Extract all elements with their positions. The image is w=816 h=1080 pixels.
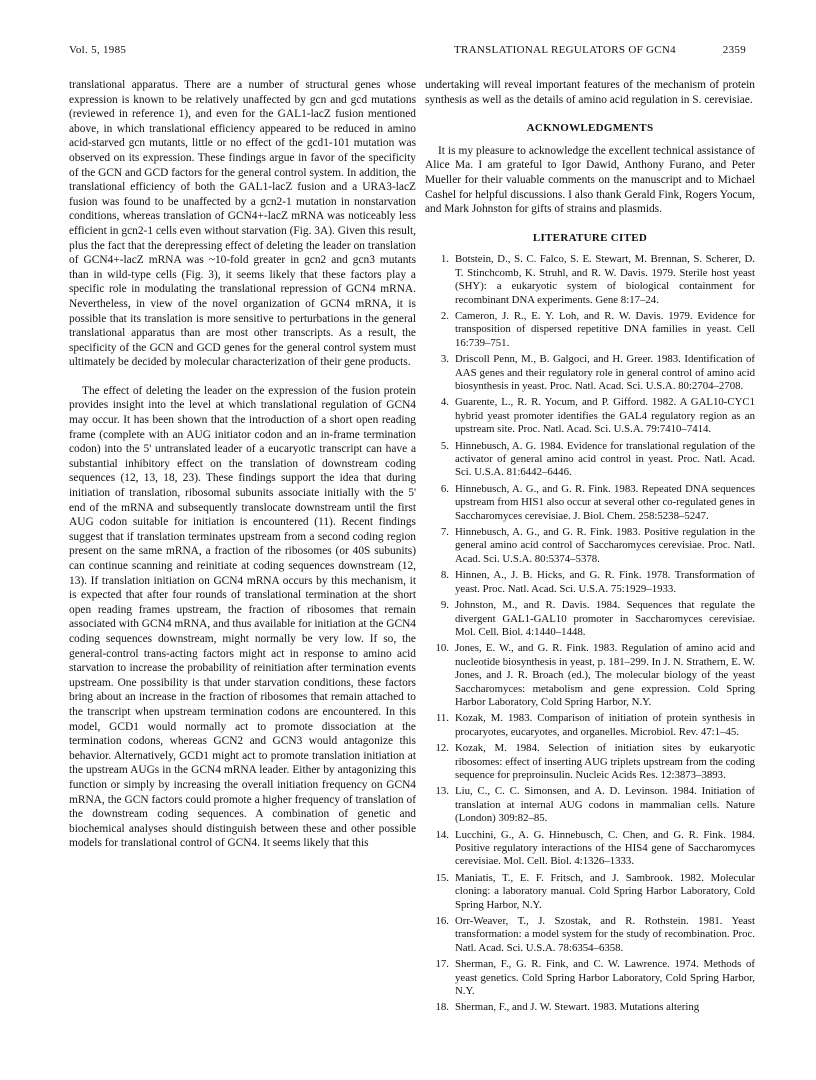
acknowledgments-heading: ACKNOWLEDGMENTS [526, 122, 654, 135]
reference-item [425, 310, 755, 350]
reference-number: 11. [435, 712, 449, 725]
reference-item [425, 1001, 755, 1014]
reference-number: 10. [435, 642, 449, 655]
page-number: 2359 [722, 44, 746, 56]
reference-text: Liu, C., C. C. Simonsen, and A. D. Levinson. 1984. Initiation of translation at internal AUG codons in mammalian cells. Nature (London) 309:82–85. [455, 785, 755, 825]
running-header-right [454, 44, 746, 56]
running-header-volume: Vol. 5, 1985 [69, 44, 127, 56]
reference-text: Orr-Weaver, T., J. Szostak, and R. Rothstein. 1981. Yeast transformation: a model system for the study of recombination. Proc. Natl. Acad. Sci. U.S.A. 78:6354–6358. [455, 915, 755, 954]
right-column [425, 78, 755, 1018]
reference-text: Jones, E. W., and G. R. Fink. 1983. Regulation of amino acid and nucleotide biosynthesis in yeast, p. 181–299. In J. N. Strathern, E. W. Jones, and J. R. Broach (ed.), The molecular biology of the yeast Saccharomyces: metabolism and gene expression. Cold Spring Harbor Laboratory, Cold Spring Harbor, N.Y. [455, 642, 755, 708]
reference-text: Cameron, J. R., E. Y. Loh, and R. W. Davis. 1979. Evidence for transposition of dispersed repetitive DNA families in yeast. Cell 16:739–751. [455, 309, 755, 349]
reference-item [425, 526, 755, 566]
reference-text: Sherman, F., and J. W. Stewart. 1983. Mutations altering [455, 1001, 700, 1014]
acknowledgments-text: It is my pleasure to acknowledge the excellent technical assistance of Alice Ma. I am grateful to Igor Dawid, Anthony Furano, and Peter Mueller for their valuable comments on the manuscript and to Michael Cashel for helpful discussions. I also thank Gerald Fink, Rogers Yocum, and Mark Johnston for gifts of strains and plasmids. [425, 144, 755, 216]
reference-number: 1. [440, 253, 449, 266]
reference-number: 17. [435, 958, 449, 971]
reference-text: Hinnebusch, A. G. 1984. Evidence for translational regulation of the activator of general amino acid control in yeast. Proc. Natl. Acad. Sci. U.S.A. 81:6442–6446. [455, 439, 755, 479]
reference-text: Johnston, M., and R. Davis. 1984. Sequences that regulate the divergent GAL1-GAL10 promoter in Saccharomyces cerevisiae. Mol. Cell. Biol. 4:1440–1448. [455, 599, 755, 638]
reference-number: 18. [435, 1001, 449, 1014]
reference-item [425, 785, 755, 825]
reference-text: Sherman, F., G. R. Fink, and C. W. Lawrence. 1974. Methods of yeast genetics. Cold Spring Harbor Laboratory, Cold Spring Harbor, N.Y. [455, 958, 755, 998]
reference-number: 3. [440, 353, 449, 366]
reference-item [425, 915, 755, 955]
reference-item [425, 712, 755, 739]
reference-text: Kozak, M. 1983. Comparison of initiation of protein synthesis in procaryotes, eucaryotes, and organelles. Microbiol. Rev. 47:1–45. [455, 712, 755, 738]
reference-item [425, 829, 755, 869]
body-paragraph: translational apparatus. There are a number of structural genes whose expression is known to be relatively unaffected by gcn and gcd mutations (reviewed in reference 1), and even for the GAL1-lacZ fusion mentioned above, in which translational efficiency appeared to be reduced in amino acid-starved gcn mutants, little or no effect of the gcd1-101 mutation was observed on its expression. These findings argue in favor of the specificity of the GCN and GCD factors for the general control system. In addition, the translational efficiency of both the GAL1-lacZ fusion and a URA3-lacZ fusion was found to be unaffected by a gcn2-1 mutation in nonstarvation conditions, whereas translation of GCN4+-lacZ mRNA was noticeably less efficient in gcn2-1 cells even without starvation (Fig. 3A). Given this result, plus the fact that the derepressing effect of deleting the leader on translation of GCN4+-lacZ mRNA was ~10-fold greater in gcn2 and gcn3 mutants than in wild-type cells (Fig. 3), it seems likely that these factors play a specific role in modulating the translational repression of GCN4 mRNA. Nevertheless, in view of the novel organization of GCN4 mRNA, it is possible that its translation is more sensitive to perturbations in the general translational apparatus than are most other transcripts. As a result, the specificity of the GCN and GCD genes for the general control system must ultimately be decided by molecular characterization of their gene products. [69, 79, 417, 369]
running-title: TRANSLATIONAL REGULATORS OF GCN4 [454, 44, 676, 56]
reference-item [425, 396, 755, 436]
reference-item [425, 483, 755, 523]
reference-item [425, 569, 755, 596]
reference-text: Kozak, M. 1984. Selection of initiation sites by eukaryotic ribosomes: effect of inserting AUG triplets upstream from the coding sequence for preproinsulin. Nucleic Acids Res. 12:3873–3893. [455, 742, 755, 781]
body-paragraph-continued: undertaking will reveal important features of the mechanism of protein synthesis as well as the details of amino acid regulation in S. cerevisiae. [425, 79, 755, 106]
reference-number: 7. [440, 526, 449, 539]
reference-item [425, 253, 755, 307]
reference-text: Lucchini, G., A. G. Hinnebusch, C. Chen, and G. R. Fink. 1984. Positive regulatory interactions of the HIS4 gene of Saccharomyces cerevisiae. Mol. Cell. Biol. 4:1326–1333. [455, 828, 755, 868]
reference-number: 5. [440, 439, 449, 452]
reference-item [425, 353, 755, 393]
reference-text: Hinnebusch, A. G., and G. R. Fink. 1983. Repeated DNA sequences upstream from HIS1 also occur at several other co-regulated genes in Saccharomyces cerevisiae. J. Biol. Chem. 258:5238–5247. [455, 482, 755, 522]
reference-number: 9. [440, 599, 449, 612]
reference-text: Hinnebusch, A. G., and G. R. Fink. 1983. Positive regulation in the general amino acid control of Saccharomyces cerevisiae. Proc. Natl. Acad. Sci. U.S.A. 80:5374–5378. [455, 526, 755, 565]
reference-number: 13. [435, 785, 449, 798]
reference-text: Maniatis, T., E. F. Fritsch, and J. Sambrook. 1982. Molecular cloning: a laboratory manual. Cold Spring Harbor Laboratory, Cold Spring Harbor, N.Y. [455, 871, 755, 911]
reference-item [425, 599, 755, 639]
reference-text: Hinnen, A., J. B. Hicks, and G. R. Fink. 1978. Transformation of yeast. Proc. Natl. Acad. Sci. U.S.A. 75:1929–1933. [455, 569, 755, 595]
reference-number: 16. [435, 915, 449, 928]
reference-text: Botstein, D., S. C. Falco, S. E. Stewart, M. Brennan, S. Scherer, D. T. Stinchcomb, K. Struhl, and R. W. Davis. 1979. Sterile host yeast (SHY): a eukaryotic system of biological containment for recombinant DNA experiments. Gene 8:17–24. [455, 253, 755, 306]
reference-text: Guarente, L., R. R. Yocum, and P. Gifford. 1982. A GAL10-CYC1 hybrid yeast promoter identifies the GAL4 regulatory region as an upstream site. Proc. Natl. Acad. Sci. U.S.A. 79:7410–7414. [455, 396, 755, 436]
reference-number: 4. [440, 396, 449, 409]
reference-number: 15. [435, 871, 449, 884]
reference-number: 8. [440, 569, 449, 582]
reference-item [425, 440, 755, 480]
reference-item [425, 958, 755, 998]
reference-number: 12. [435, 742, 449, 755]
literature-cited-heading: LITERATURE CITED [532, 231, 648, 244]
reference-number: 14. [435, 828, 449, 841]
body-paragraph: The effect of deleting the leader on the expression of the fusion protein provides insight into the level at which translational regulation of GCN4 may occur. It has been shown that the introduction of a short open reading frame (complete with an AUG initiator codon and an in-frame termination codon) into the 5' untranslated leader of a eucaryotic transcript can have a substantial inhibitory effect on the translation of downstream coding sequences (12, 13, 18, 23). These findings support the idea that during initiation of translation, ribosomal subunits associate initially with the 5' end of the mRNA and subsequently translocate downstream until the first AUG codon suitable for initiation is encountered (11). Recent findings suggest that if translation terminates upstream from a second coding region present on the same mRNA, a fraction of the ribosomes (or 40S subunits) can continue scanning and reinitiate at coding sequences downstream (12, 13). If translation initiation on GCN4 mRNA occurs by this mechanism, it is expected that after four rounds of translational termination at the short open reading frames upstream, the fraction of ribosomes that remain associated with GCN4 mRNA, and thus available for initiation at the GCN4 coding sequences downstream, might normally be very low. If so, the general-control trans-acting factors might act in response to amino acid starvation to increase the probability of reinitiation after termination events upstream. One possibility is that under starvation conditions, these factors bring about an increase in the fraction of ribosomes that remain attached to the transcript when upstream termination codons are encountered. In this model, GCD1 would normally act to promote dissociation at the termination codons, whereas GCN2 and GCN3 would antagonize this behavior. Alternatively, GCD1 might act to promote translation initiation at the upstream AUGs in the GCN4 mRNA leader. Either by antagonizing this function or simply by increasing the overall initiation frequency on GCN4 mRNA, the GCN factors could promote a higher frequency of translation of the downstream coding sequences. A combination of genetic and biochemical analyses should distinguish between these and other possible models for translational control of GCN4. It seems likely that this [69, 384, 416, 850]
reference-number: 6. [440, 482, 449, 495]
reference-list [425, 253, 755, 1015]
left-column [69, 78, 416, 865]
reference-item [425, 872, 755, 912]
reference-item [425, 742, 755, 782]
reference-number: 2. [440, 309, 449, 322]
reference-text: Driscoll Penn, M., B. Galgoci, and H. Greer. 1983. Identification of AAS genes and their regulatory role in general control of amino acid biosynthesis in yeast. Proc. Natl. Acad. Sci. U.S.A. 80:2704–2708. [455, 353, 755, 392]
reference-item [425, 642, 755, 709]
